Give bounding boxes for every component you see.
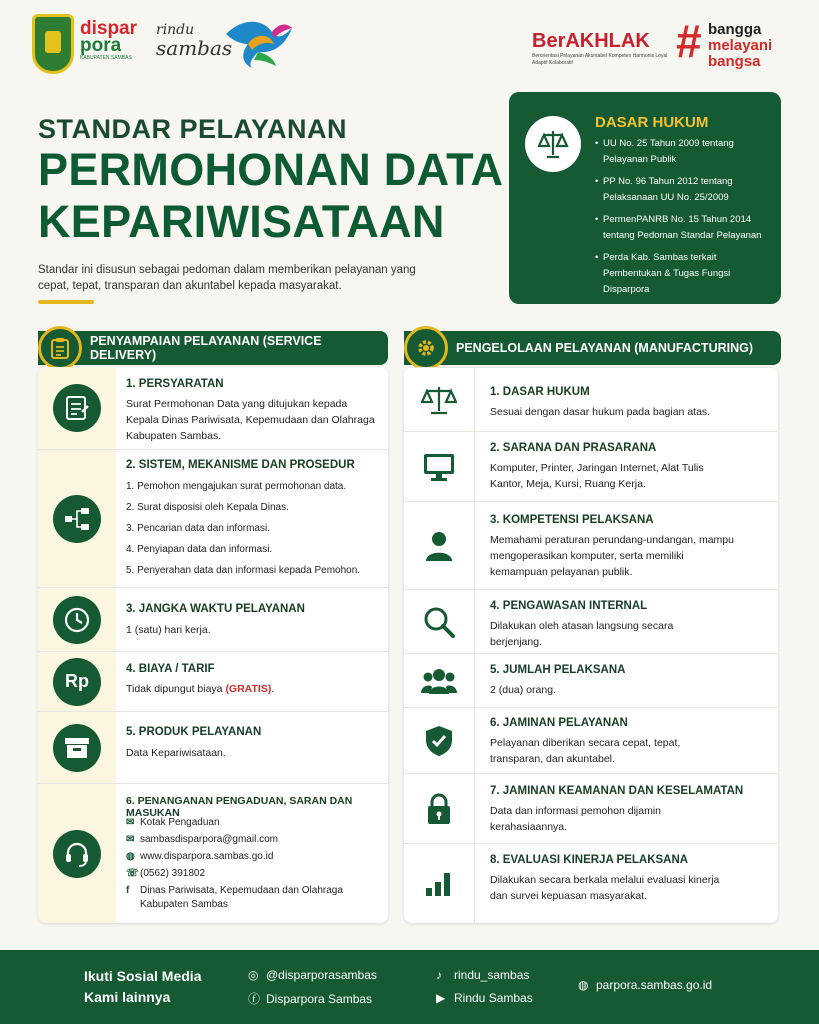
gear-icon bbox=[404, 326, 448, 370]
youtube-link[interactable]: ▶ Rindu Sambas bbox=[436, 991, 533, 1005]
phone-icon: ☏ bbox=[126, 868, 139, 879]
scale-icon bbox=[404, 368, 474, 431]
youtube-icon: ▶ bbox=[436, 991, 446, 1005]
bar-chart-icon bbox=[404, 844, 474, 923]
list-item: 7. JAMINAN KEAMANAN DAN KESELAMATAN Data dan informasi pemohon dijamin kerahasiaannya. bbox=[404, 773, 778, 843]
lock-icon bbox=[404, 774, 474, 843]
instagram-link[interactable]: ◎ @disparporasambas bbox=[248, 968, 377, 982]
facebook-link[interactable]: ⓕ Disparpora Sambas bbox=[248, 992, 373, 1006]
rupiah-icon: Rp bbox=[53, 658, 101, 706]
kabupaten-crest-logo bbox=[32, 14, 74, 74]
list-item: 6. PENANGANAN PENGADUAN, SARAN DAN MASUKAN ✉ Kotak Pengaduan ✉ sambasdisparpora@gmail.com ◍ www.disparpora.sambas.go.id ☏(0562) 391802 f Dinas Pariwisata, Kepemudaan dan Olahraga Kabupaten Sambas bbox=[38, 783, 388, 923]
mail-icon: ✉ bbox=[126, 817, 135, 828]
list-item: 5. PRODUK PELAYANAN Data Kepariwisataan. bbox=[38, 711, 388, 783]
tiktok-link[interactable]: ♪ rindu_sambas bbox=[436, 968, 530, 982]
dasar-hukum-panel: DASAR HUKUM • UU No. 25 Tahun 2009 tentang Pelayanan Publik • PP No. 96 Tahun 2012 tentang Pelaksanaan UU No. 25/2009 • PermenPANRB No. 15 Tahun 2014 tentang Pedoman Standar Pelayanan • Perda Kab. Sambas terkait Pembentukan & Tugas Fungsi Disparpora bbox=[509, 92, 781, 304]
dasar-hukum-item: • PermenPANRB No. 15 Tahun 2014 tentang Pedoman Standar Pelayanan bbox=[595, 212, 775, 244]
monitor-icon bbox=[404, 432, 474, 501]
clipboard-icon bbox=[38, 326, 82, 370]
list-item: 4. PENGAWASAN INTERNAL Dilakukan oleh atasan langsung secara berjenjang. bbox=[404, 589, 778, 653]
facebook-icon: ⓕ bbox=[248, 992, 261, 1006]
service-delivery-header: PENYAMPAIAN PELAYANAN (SERVICE DELIVERY) bbox=[38, 331, 388, 365]
scale-icon bbox=[525, 116, 581, 172]
dasar-hukum-item: • Perda Kab. Sambas terkait Pembentukan & Tugas Fungsi Disparpora bbox=[595, 250, 775, 298]
person-icon bbox=[404, 502, 474, 589]
clock-icon bbox=[53, 596, 101, 644]
complaint-box-item: ✉ Kotak Pengaduan bbox=[126, 814, 376, 831]
email-icon: ✉ bbox=[126, 834, 135, 845]
globe-icon: ◍ bbox=[126, 851, 135, 862]
dasar-hukum-item: • PP No. 96 Tahun 2012 tentang Pelaksanaan UU No. 25/2009 bbox=[595, 174, 775, 206]
list-item: 8. EVALUASI KINERJA PELAKSANA Dilakukan secara berkala melalui evaluasi kinerja dan survei kepuasan masyarakat. bbox=[404, 843, 778, 923]
manufacturing-panel bbox=[404, 367, 778, 923]
rindu-sambas-logo: rindu sambas bbox=[156, 22, 233, 60]
contact-list bbox=[126, 814, 376, 912]
disparpora-logo: dispar pora KABUPATEN SAMBAS bbox=[80, 18, 138, 61]
accent-underline bbox=[38, 300, 94, 304]
intro-text: Standar ini disusun sebagai pedoman dalam memberikan pelayanan yang cepat, tepat, transparan dan akuntabel kepada masyarakat. bbox=[38, 264, 416, 292]
service-delivery-panel bbox=[38, 367, 388, 923]
title-standar-pelayanan: STANDAR PELAYANAN bbox=[38, 114, 348, 144]
archive-box-icon bbox=[53, 724, 101, 772]
list-item: 4. Penyiapan data dan informasi. bbox=[126, 544, 273, 555]
flowchart-icon bbox=[53, 495, 101, 543]
shield-check-icon bbox=[404, 708, 474, 773]
footer bbox=[0, 950, 819, 1024]
list-item: 5. Penyerahan data dan informasi kepada Pemohon. bbox=[126, 565, 361, 576]
email-item: ✉ sambasdisparpora@gmail.com bbox=[126, 831, 376, 848]
list-item: 1. DASAR HUKUM Sesuai dengan dasar hukum pada bagian atas. bbox=[404, 367, 778, 431]
list-item: 1. Pemohon mengajukan surat permohonan data. bbox=[126, 481, 347, 492]
title-main: PERMOHONAN DATA KEPARIWISATAAN bbox=[38, 144, 504, 247]
website-item: ◍ www.disparpora.sambas.go.id bbox=[126, 848, 376, 865]
berakhlak-logo: BerAKHLAK Berorientasi Pelayanan Akuntabel Kompeten Harmonis Loyal Adaptif Kolaboratif bbox=[532, 30, 668, 66]
list-item: 6. JAMINAN PELAYANAN Pelayanan diberikan secara cepat, tepat, transparan, dan akuntabel. bbox=[404, 707, 778, 773]
group-users-icon bbox=[404, 654, 474, 707]
list-item: 2. SISTEM, MEKANISME DAN PROSEDUR 1. Pemohon mengajukan surat permohonan data. 2. Surat disposisi oleh Kepala Dinas. 3. Pencarian data dan informasi. 4. Penyiapan data dan informasi. 5. Penyerahan data dan informasi kepada Pemohon. bbox=[38, 449, 388, 587]
tiktok-icon: ♪ bbox=[436, 968, 442, 982]
bird-logo-icon bbox=[222, 14, 294, 70]
list-item: 1. PERSYARATAN Surat Permohonan Data yang ditujukan kepada Kepala Dinas Pariwisata, Kepemudaan dan Olahraga Kabupaten Sambas. bbox=[38, 367, 388, 449]
globe-icon: ◍ bbox=[578, 978, 589, 992]
phone-item: ☏(0562) 391802 bbox=[126, 865, 376, 882]
list-item: Rp 4. BIAYA / TARIF Tidak dipungut biaya (GRATIS). bbox=[38, 651, 388, 711]
facebook-icon: f bbox=[126, 885, 130, 896]
list-item: 3. KOMPETENSI PELAKSANA Memahami peraturan perundang-undangan, mampu mengoperasikan komputer, serta memiliki kemampuan pelayanan publik. bbox=[404, 501, 778, 589]
checklist-icon bbox=[53, 384, 101, 432]
follow-us-text: Ikuti Sosial Media Kami lainnya bbox=[84, 968, 202, 1005]
instagram-icon: ◎ bbox=[248, 968, 259, 982]
magnifier-icon bbox=[404, 590, 474, 653]
list-item: 2. SARANA DAN PRASARANA Komputer, Printer, Jaringan Internet, Alat Tulis Kantor, Meja, Kursi, Ruang Kerja. bbox=[404, 431, 778, 501]
facebook-item: f Dinas Pariwisata, Kepemudaan dan Olahraga Kabupaten Sambas bbox=[126, 882, 376, 912]
list-item: 3. Pencarian data dan informasi. bbox=[126, 523, 270, 534]
procedure-steps bbox=[126, 479, 382, 579]
list-item: 5. JUMLAH PELAKSANA 2 (dua) orang. bbox=[404, 653, 778, 707]
headset-icon bbox=[53, 830, 101, 878]
list-item: 3. JANGKA WAKTU PELAYANAN 1 (satu) hari kerja. bbox=[38, 587, 388, 651]
dasar-hukum-list bbox=[595, 136, 775, 304]
bangga-melayani-bangsa-logo: # bangga melayani bangsa bbox=[676, 15, 773, 70]
manufacturing-header: PENGELOLAAN PELAYANAN (MANUFACTURING) bbox=[404, 331, 781, 365]
dasar-hukum-item: • UU No. 25 Tahun 2009 tentang Pelayanan Publik bbox=[595, 136, 775, 168]
website-link[interactable]: ◍ parpora.sambas.go.id bbox=[578, 978, 713, 992]
list-item: 2. Surat disposisi oleh Kepala Dinas. bbox=[126, 502, 289, 513]
